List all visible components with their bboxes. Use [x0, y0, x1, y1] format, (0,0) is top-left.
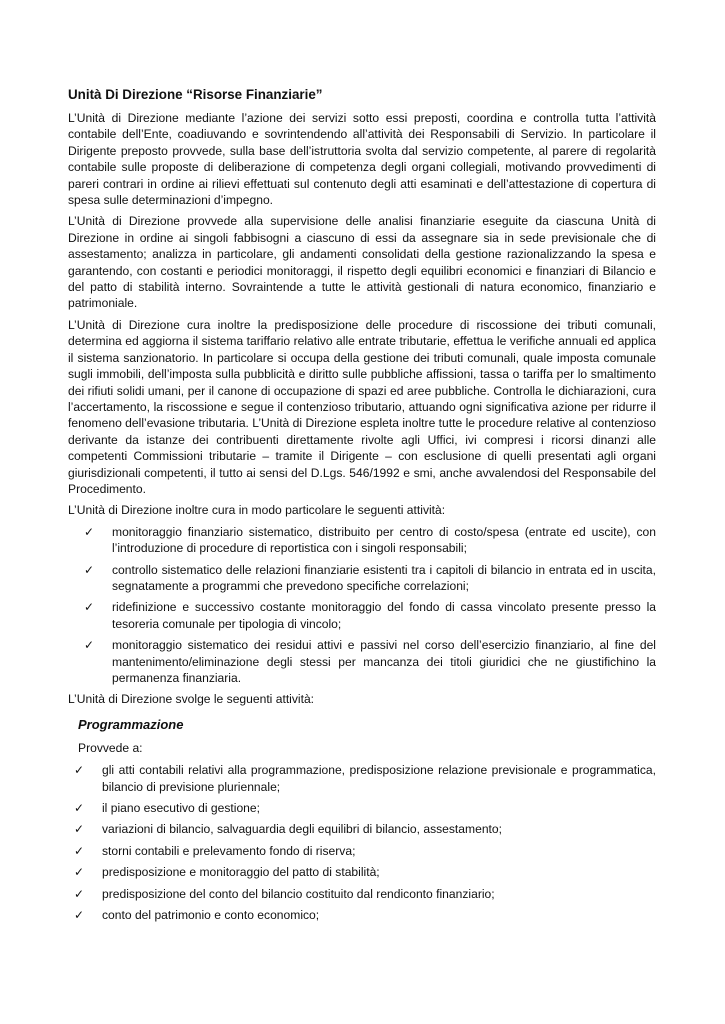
check-icon: ✓ [74, 908, 85, 923]
provvede-label: Provvede a: [78, 740, 143, 755]
list-item [68, 821, 656, 837]
check-icon: ✓ [74, 886, 85, 901]
document-page [68, 86, 656, 928]
check-icon: ✓ [84, 638, 95, 653]
list-item-text: ridefinizione e successivo costante monitoraggio del fondo di cassa vincolato presente presso la tesoreria comunale per tipologia di vincolo; [112, 600, 656, 631]
list-item-text: variazioni di bilancio, salvaguardia degli equilibri di bilancio, assestamento; [102, 822, 502, 837]
list-item-text: il piano esecutivo di gestione; [102, 801, 260, 816]
list-item [68, 599, 656, 632]
list-item-text: monitoraggio finanziario sistematico, distribuito per centro di costo/spesa (entrate ed uscite), con l’introduzione di procedure di reportistica con i singoli responsabili; [112, 524, 656, 556]
list-item-text: controllo sistematico delle relazioni finanziarie esistenti tra i capitoli di bilancio in entrata ed in uscita, segnatamente a programmi che prevedono specifiche correlazioni; [112, 562, 656, 593]
section-title-programmazione: Programmazione [78, 716, 184, 732]
list-item [68, 907, 656, 923]
list-item-text: predisposizione e monitoraggio del patto di stabilità; [102, 865, 380, 880]
activities-list [68, 524, 656, 687]
document-title: Unità Di Direzione “Risorse Finanziarie” [68, 87, 323, 102]
check-icon: ✓ [84, 524, 95, 539]
list-item [68, 524, 656, 557]
list-item [68, 864, 656, 880]
programmazione-list [68, 762, 656, 923]
paragraph-3: L’Unità di Direzione cura inoltre la predisposizione delle procedure di riscossione dei tributi comunali, determina ed aggiorna il sistema tariffario relativo alle entrate tributarie, effettua le verifiche annuali ed applica il sistema sanzionatorio. In particolare si occupa della gestione dei tributi comunali, quale imposta comunale sugli immobili, dell’imposta sulla pubblicità e diritto sulle pubbliche affissioni, tassa o tariffa per lo smaltimento dei rifiuti solidi umani, per il canone di occupazione di spazi ed aree pubbliche. Controlla le dichiarazioni, cura l’accertamento, la riscossione e segue il contenzioso tributario, attuando ogni significativa azione per ridurre il fenomeno dell’evasione tributaria. L’Unità di Direzione espleta inoltre tutte le procedure relative al contenzioso derivante da istanze dei contribuenti direttamente rivolte agli Uffici, ivi compresi i ricorsi dinanzi alle competenti Commissioni tributarie – tramite il Dirigente – con esclusione di quelli presentati agli organi giurisdizionali competenti, il tutto ai sensi del D.Lgs. 546/1992 e smi, anche avvalendosi del Responsabile del Procedimento. [68, 317, 656, 496]
check-icon: ✓ [74, 763, 85, 778]
check-icon: ✓ [74, 843, 85, 858]
list-item-text: storni contabili e prelevamento fondo di riserva; [102, 843, 356, 858]
paragraph-1: L’Unità di Direzione mediante l’azione dei servizi sotto essi preposti, coordina e controlla tutta l’attività contabile dell’Ente, coadiuvando e sovrintendendo all’attività dei Responsabili di Servizio. In particolare il Dirigente preposto provvede, sulla base dell’istruttoria svolta dal servizio competente, al parere di regolarità contabile sulle proposte di deliberazione di competenza degli organi collegiali, motivando provvedimenti di pareri contrari in ordine ai rilievi effettuati sul contenuto degli atti esaminati e dell’attestazione di copertura di spesa sulle determinazioni d’impegno. [68, 111, 656, 208]
check-icon: ✓ [84, 600, 95, 615]
list-item-text: conto del patrimonio e conto economico; [102, 908, 320, 923]
list-item [68, 800, 656, 816]
check-icon: ✓ [74, 801, 85, 816]
list-item [68, 562, 656, 595]
list-item [68, 886, 656, 902]
check-icon: ✓ [74, 865, 85, 880]
list-item-text: gli atti contabili relativi alla programmazione, predisposizione relazione previsionale e programmatica, bilancio di previsione pluriennale; [102, 763, 656, 794]
paragraph-5: L’Unità di Direzione svolge le seguenti attività: [68, 692, 315, 707]
paragraph-2: L’Unità di Direzione provvede alla supervisione delle analisi finanziarie eseguite da ciascuna Unità di Direzione in ordine ai singoli fabbisogni a ciascuno di essi da assegnare sia in sede previsionale che di assestamento; analizza in particolare, gli andamenti consolidati della gestione razionalizzando la spesa e garantendo, con costanti e periodici monitoraggi, il rispetto degli equilibri economici e finanziari di Bilancio e del patto di stabilità interno. Sovraintende a tutte le attività gestionali di natura economico, finanziario e patrimoniale. [68, 214, 656, 311]
check-icon: ✓ [84, 562, 95, 577]
check-icon: ✓ [74, 822, 85, 837]
list-item-text: predisposizione del conto del bilancio costituito dal rendiconto finanziario; [102, 886, 495, 901]
paragraph-4: L’Unità di Direzione inoltre cura in modo particolare le seguenti attività: [68, 503, 446, 518]
list-item [68, 843, 656, 859]
list-item [68, 762, 656, 795]
list-item-text: monitoraggio sistematico dei residui attivi e passivi nel corso dell’esercizio finanziario, al fine del mantenimento/eliminazione degli stessi per mancanza dei titoli giuridici che ne giustifichino la permanenza finanziaria. [112, 638, 656, 685]
list-item [68, 637, 656, 686]
